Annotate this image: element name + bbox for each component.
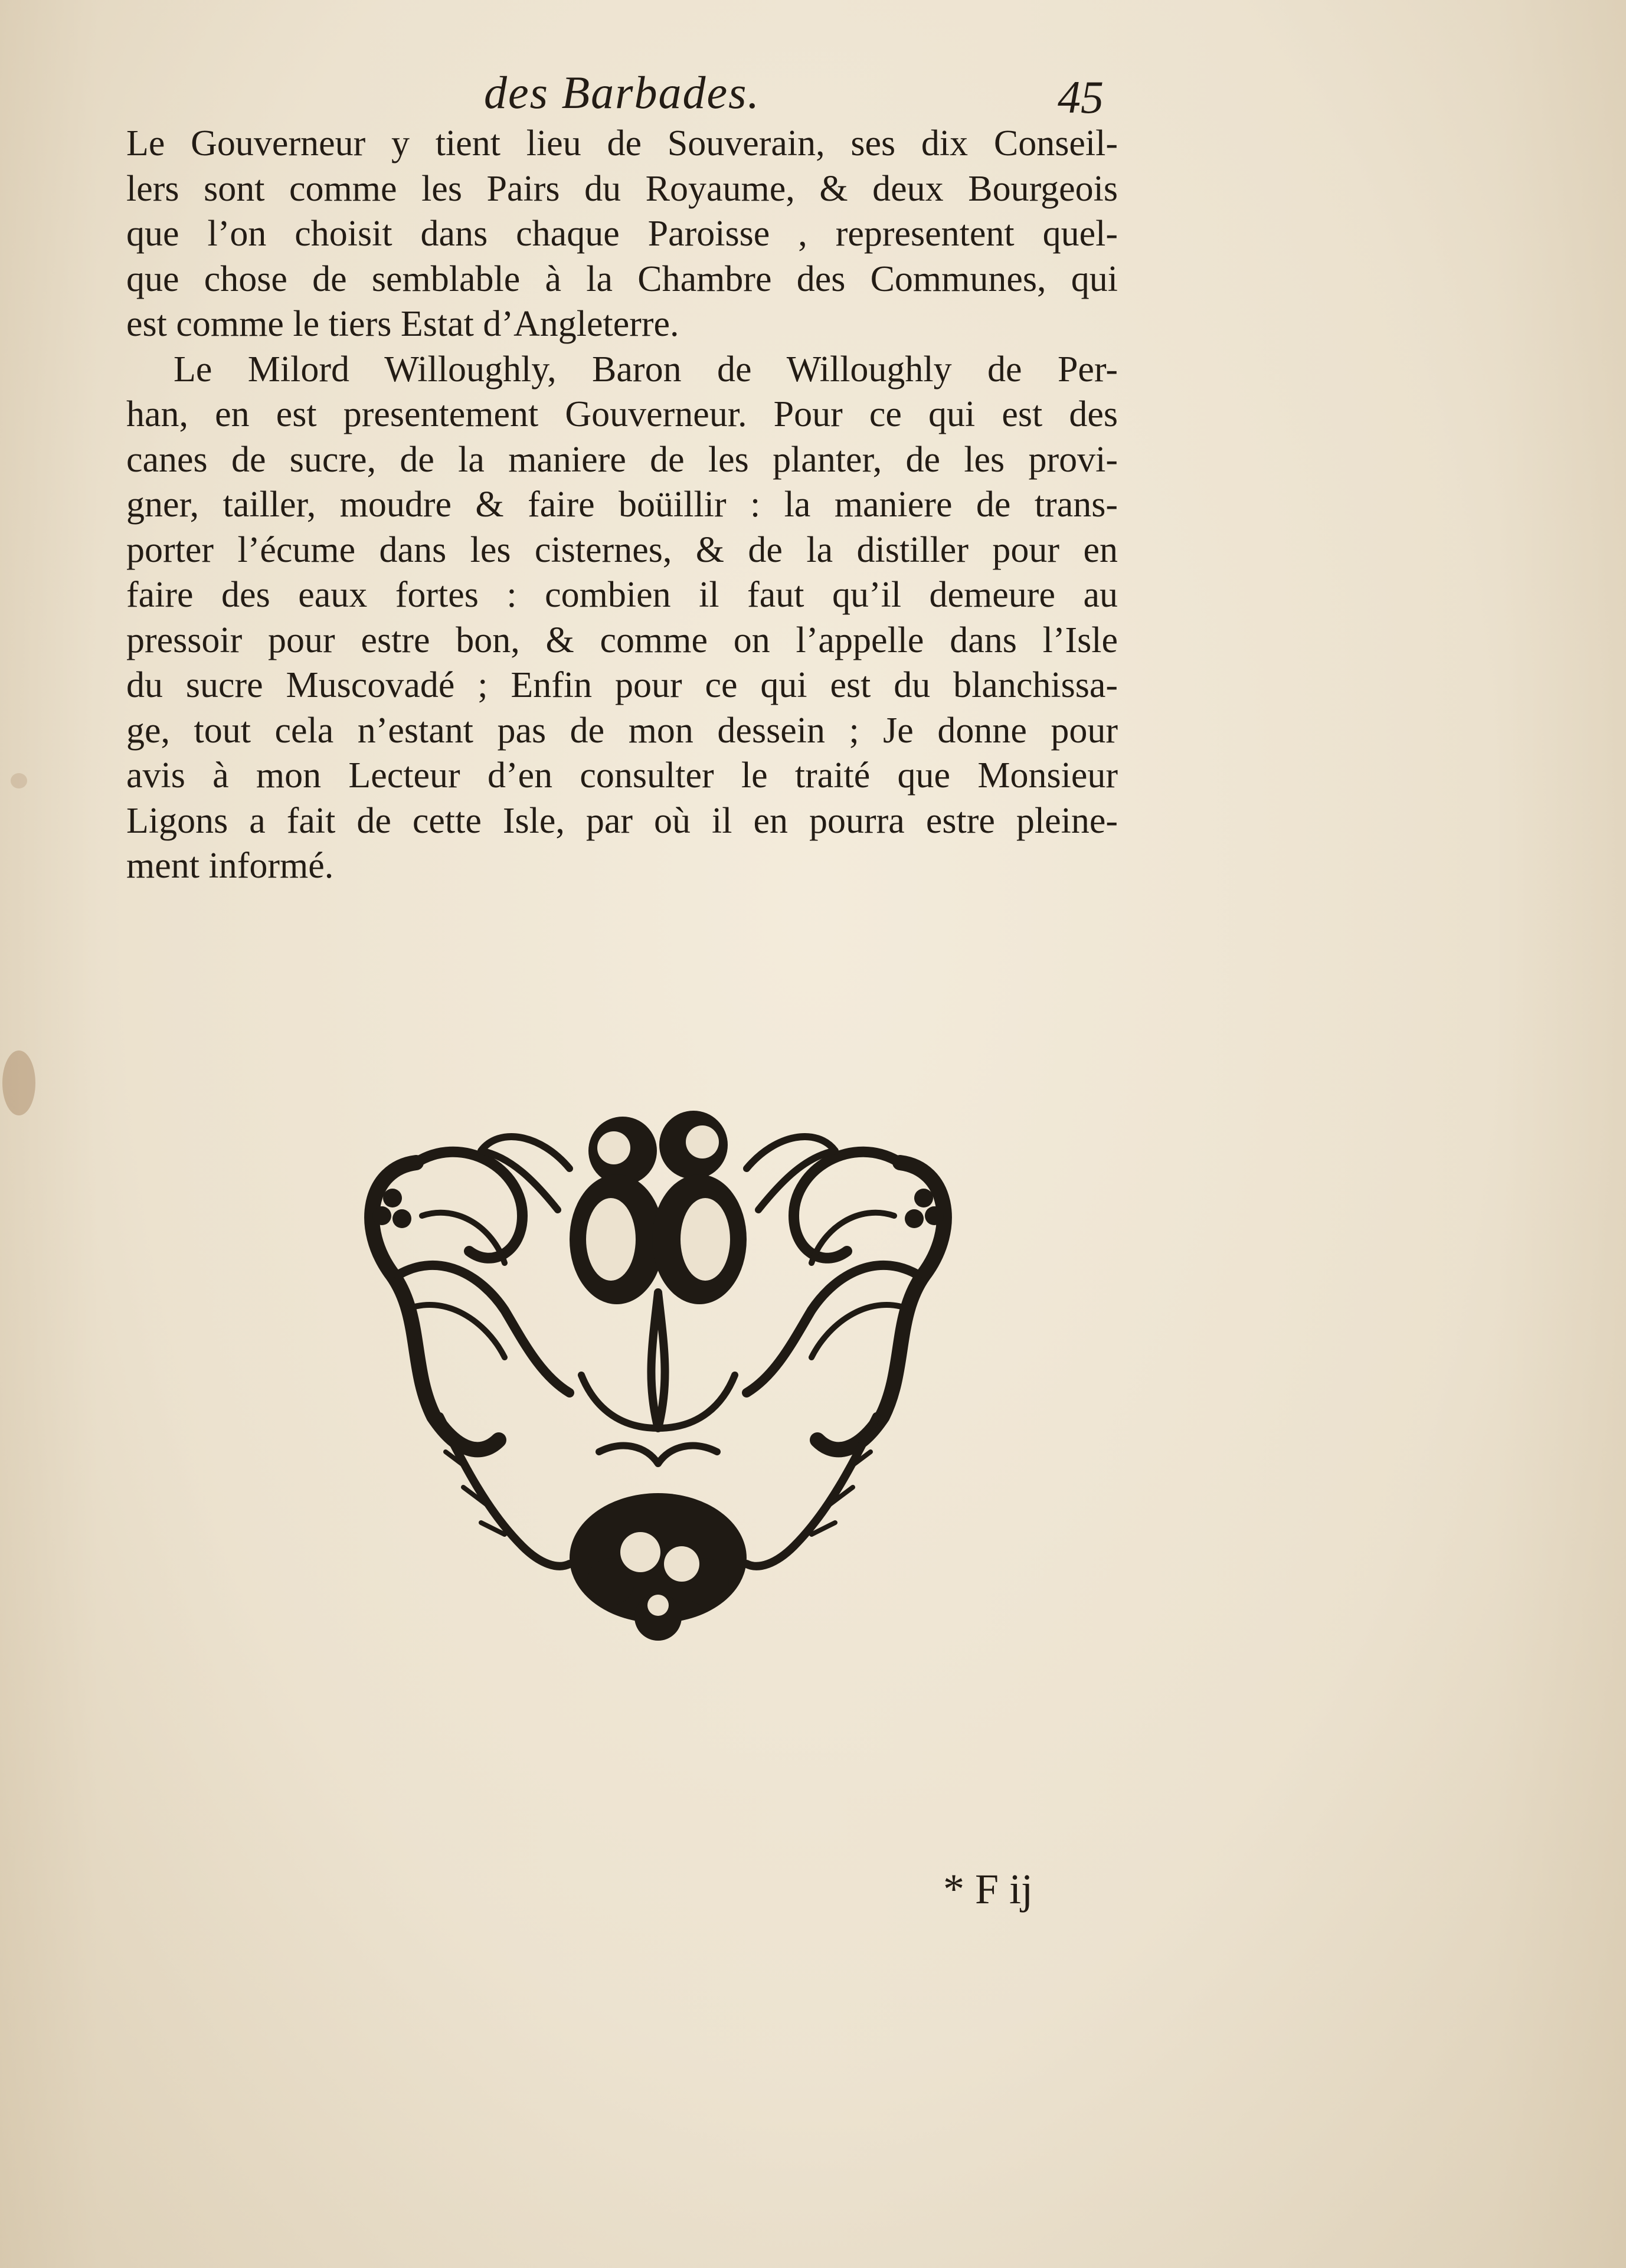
text-line: pressoir pour estre bon, & comme on l’appelle dans l’Isle: [126, 620, 1118, 660]
text-line: Le Gouverneur y tient lieu de Souverain, ses dix Conseil-: [126, 123, 1118, 163]
text-line: que chose de semblable à la Chambre des Communes, qui: [126, 258, 1118, 299]
text-line: ge, tout cela n’estant pas de mon dessein ; Je donne pour: [126, 710, 1118, 751]
paper-stain: [11, 773, 27, 788]
text-line: han, en est presentement Gouverneur. Pour ce qui est des: [126, 394, 1118, 434]
text-line: avis à mon Lecteur d’en consulter le traité que Monsieur: [126, 755, 1118, 796]
text-line: faire des eaux fortes : combien il faut qu’il demeure au: [126, 575, 1118, 615]
page-number: 45: [1058, 71, 1104, 123]
woodcut-cherubs-tailpiece-icon: [345, 1098, 971, 1652]
text-line: du sucre Muscovadé ; Enfin pour ce qui est du blanchissa-: [126, 665, 1118, 705]
text-line: ment informé.: [126, 846, 334, 886]
text-line: que l’on choisit dans chaque Paroisse , representent quel-: [126, 214, 1118, 254]
paper-stain: [2, 1050, 35, 1115]
text-line: canes de sucre, de la maniere de les planter, de les provi-: [126, 439, 1118, 480]
signature-mark: * F ij: [943, 1866, 1033, 1913]
text-line: porter l’écume dans les cisternes, & de la distiller pour en: [126, 529, 1118, 570]
body-text: [126, 121, 1118, 889]
text-line: Ligons a fait de cette Isle, par où il en pourra estre pleine-: [126, 800, 1118, 841]
text-line: lers sont comme les Pairs du Royaume, & deux Bourgeois: [126, 168, 1118, 209]
text-line: est comme le tiers Estat d’Angleterre.: [126, 304, 679, 344]
text-line: gner, tailler, moudre & faire boüillir : la maniere de trans-: [126, 485, 1118, 525]
running-head: des Barbades.: [484, 67, 760, 118]
text-line: Le Milord Willoughly, Baron de Willoughly de Per-: [174, 349, 1118, 390]
